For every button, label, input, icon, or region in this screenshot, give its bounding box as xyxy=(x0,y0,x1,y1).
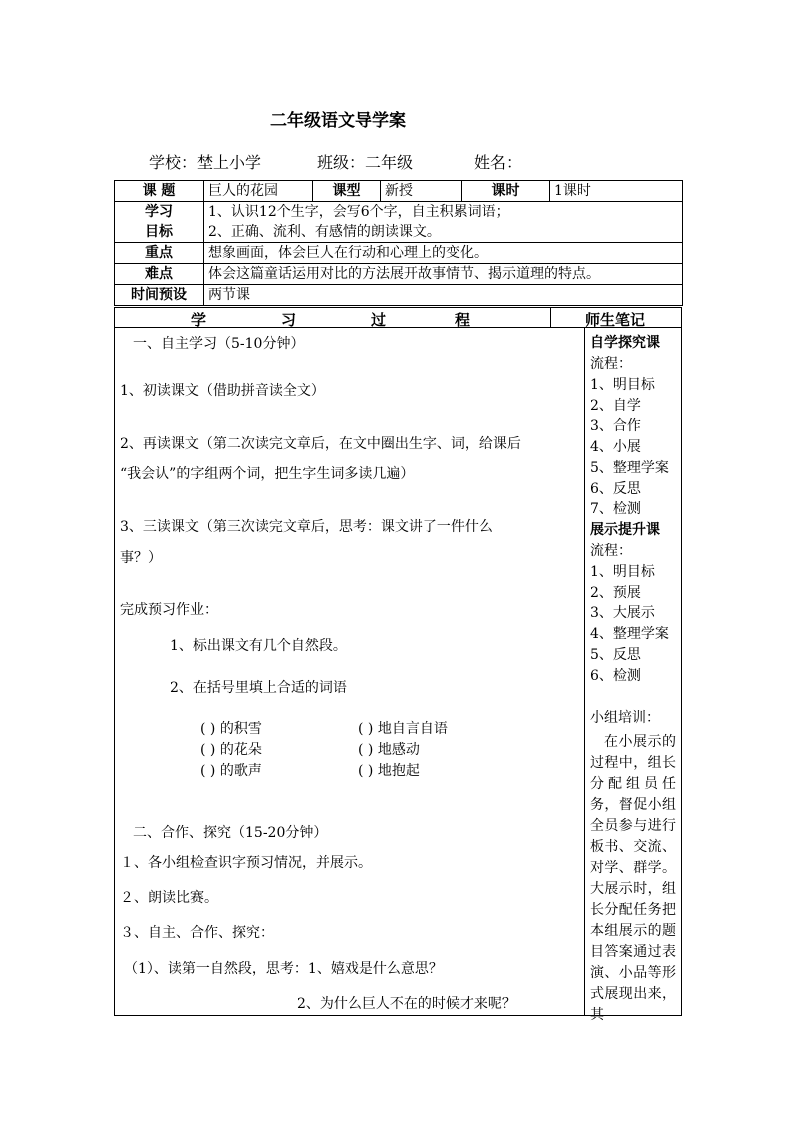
goal-value xyxy=(204,202,683,243)
flow-label-1: 流程： xyxy=(590,356,632,372)
topic-label: 课 题 xyxy=(115,181,204,202)
process-header-char2: 习 xyxy=(281,311,297,329)
flow1-item: 4、小展 xyxy=(590,439,641,455)
time-label: 时间预设 xyxy=(115,285,204,306)
flow1-item: 7、检测 xyxy=(590,501,641,517)
s1-item2-line2: “我会认”的字组两个词，把生字生词多读几遍） xyxy=(120,466,415,482)
notes-header: 师生笔记 xyxy=(585,311,646,329)
name-field: 姓名： xyxy=(474,153,523,172)
difficulty-row xyxy=(115,264,683,285)
process-header-char4: 程 xyxy=(455,311,471,329)
time-row xyxy=(115,285,683,306)
process-header-row xyxy=(114,307,682,328)
goal-line1: 1、认识12个生字，会写6个字，自主积累词语； xyxy=(208,204,510,220)
question-1: （1）、读第一自然段，思考：1、嬉戏是什么意思？ xyxy=(124,961,443,977)
flow2-item: 6、检测 xyxy=(590,668,641,684)
goal-row xyxy=(115,202,683,243)
question-2: 2、为什么巨人不在的时候才来呢？ xyxy=(297,996,516,1012)
key-row xyxy=(115,243,683,264)
lesson-info-table xyxy=(114,180,683,306)
flow1-item: 2、自学 xyxy=(590,398,641,414)
fill-right-1: ( ) 地自言自语 xyxy=(358,721,448,737)
notes-divider xyxy=(584,328,585,1015)
fill-left-2: ( ) 的花朵 xyxy=(200,742,262,758)
hw-item1: 1、标出课文有几个自然段。 xyxy=(170,638,347,654)
hours-value: 1课时 xyxy=(550,181,683,202)
group-training-text: 在小展示的过程中，组长分配组员任务，督促小组全员参与进行板书、交流、对学、群学。大展示时，组长分配任务把本组展示的题目答案通过表演、小品等形式展现出来，其 xyxy=(590,734,676,1023)
fill-left-3: ( ) 的歌声 xyxy=(200,763,262,779)
fill-left-1: ( ) 的积雪 xyxy=(200,721,262,737)
key-value: 想象画面，体会巨人在行动和心理上的变化。 xyxy=(204,243,683,264)
hours-label: 课时 xyxy=(462,181,550,202)
fill-right-3: ( ) 地抱起 xyxy=(358,763,420,779)
s1-item3-line2: 事？） xyxy=(120,550,162,566)
s2-item1: １、各小组检查识字预习情况，并展示。 xyxy=(120,855,372,871)
process-header-char3: 过 xyxy=(371,311,387,329)
s2-item3: ３、自主、合作、探究： xyxy=(120,925,274,941)
s2-item2: ２、朗读比赛。 xyxy=(120,890,218,906)
section1-heading: 一、自主学习（5-10分钟） xyxy=(133,336,305,352)
hw-item2: 2、在括号里填上合适的词语 xyxy=(170,680,347,696)
type-label: 课型 xyxy=(313,181,381,202)
goal-label-line2: 目标 xyxy=(145,224,173,240)
time-value: 两节课 xyxy=(204,285,683,306)
class-field: 班级：二年级 xyxy=(317,153,414,172)
section2-heading: 二、合作、探究（15-20分钟） xyxy=(133,825,328,841)
flow2-item: 4、整理学案 xyxy=(590,626,669,642)
flow2-item: 3、大展示 xyxy=(590,605,655,621)
self-study-title: 自学探究课 xyxy=(590,335,660,351)
process-header-char1: 学 xyxy=(191,311,207,329)
flow1-item: 3、合作 xyxy=(590,418,641,434)
flow-label-2: 流程： xyxy=(590,543,632,559)
homework-heading: 完成预习作业： xyxy=(120,602,218,618)
flow1-item: 5、整理学案 xyxy=(590,460,669,476)
flow2-item: 5、反思 xyxy=(590,647,641,663)
flow2-item: 2、预展 xyxy=(590,585,641,601)
page-title: 二年级语文导学案 xyxy=(270,111,406,131)
school-field: 学校：埜上小学 xyxy=(149,153,262,172)
topic-row xyxy=(115,181,683,202)
header-divider xyxy=(550,308,551,327)
topic-value: 巨人的花园 xyxy=(204,181,313,202)
key-label: 重点 xyxy=(115,243,204,264)
s1-item3-line1: 3、三读课文（第三次读完文章后，思考：课文讲了一件什么 xyxy=(120,519,493,535)
s1-item2-line1: 2、再读课文（第二次读完文章后，在文中圈出生字、词，给课后 xyxy=(120,436,521,452)
fill-right-2: ( ) 地感动 xyxy=(358,742,420,758)
s1-item1: 1、初读课文（借助拼音读全文） xyxy=(120,383,325,399)
difficulty-value: 体会这篇童话运用对比的方法展开故事情节、揭示道理的特点。 xyxy=(204,264,683,285)
group-training-title: 小组培训： xyxy=(590,710,660,726)
goal-line2: 2、正确、流利、有感情的朗读课文。 xyxy=(208,224,441,240)
flow1-item: 6、反思 xyxy=(590,481,641,497)
goal-label xyxy=(115,202,204,243)
difficulty-label: 难点 xyxy=(115,264,204,285)
flow1-item: 1、明目标 xyxy=(590,377,655,393)
type-value: 新授 xyxy=(381,181,462,202)
goal-label-line1: 学习 xyxy=(145,204,173,220)
flow2-item: 1、明目标 xyxy=(590,564,655,580)
show-title: 展示提升课 xyxy=(590,522,660,538)
